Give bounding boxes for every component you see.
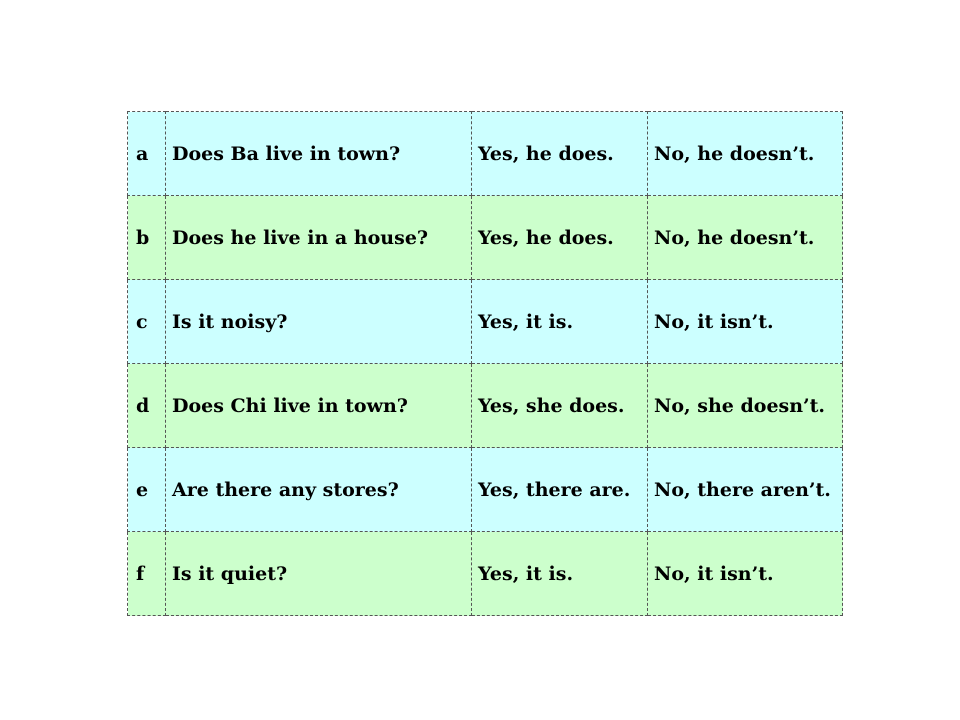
- question-answer-table: [127, 111, 843, 616]
- row-letter: f: [128, 532, 166, 616]
- row-letter: c: [128, 280, 166, 364]
- question-cell: Is it quiet?: [166, 532, 472, 616]
- no-answer-cell: No, there aren’t.: [648, 448, 843, 532]
- question-cell: Does Ba live in town?: [166, 112, 472, 196]
- row-letter: a: [128, 112, 166, 196]
- no-answer-cell: No, he doesn’t.: [648, 196, 843, 280]
- yes-answer-cell: Yes, it is.: [472, 532, 648, 616]
- yes-answer-cell: Yes, she does.: [472, 364, 648, 448]
- question-cell: Is it noisy?: [166, 280, 472, 364]
- question-cell: Are there any stores?: [166, 448, 472, 532]
- no-answer-cell: No, she doesn’t.: [648, 364, 843, 448]
- table-row: [128, 364, 843, 448]
- table-body: [128, 112, 843, 616]
- yes-answer-cell: Yes, there are.: [472, 448, 648, 532]
- table-row: [128, 196, 843, 280]
- no-answer-cell: No, it isn’t.: [648, 280, 843, 364]
- yes-answer-cell: Yes, he does.: [472, 112, 648, 196]
- question-cell: Does he live in a house?: [166, 196, 472, 280]
- row-letter: d: [128, 364, 166, 448]
- table-row: [128, 448, 843, 532]
- question-cell: Does Chi live in town?: [166, 364, 472, 448]
- table-row: [128, 280, 843, 364]
- no-answer-cell: No, he doesn’t.: [648, 112, 843, 196]
- yes-answer-cell: Yes, it is.: [472, 280, 648, 364]
- row-letter: b: [128, 196, 166, 280]
- table-row: [128, 112, 843, 196]
- row-letter: e: [128, 448, 166, 532]
- table-row: [128, 532, 843, 616]
- no-answer-cell: No, it isn’t.: [648, 532, 843, 616]
- yes-answer-cell: Yes, he does.: [472, 196, 648, 280]
